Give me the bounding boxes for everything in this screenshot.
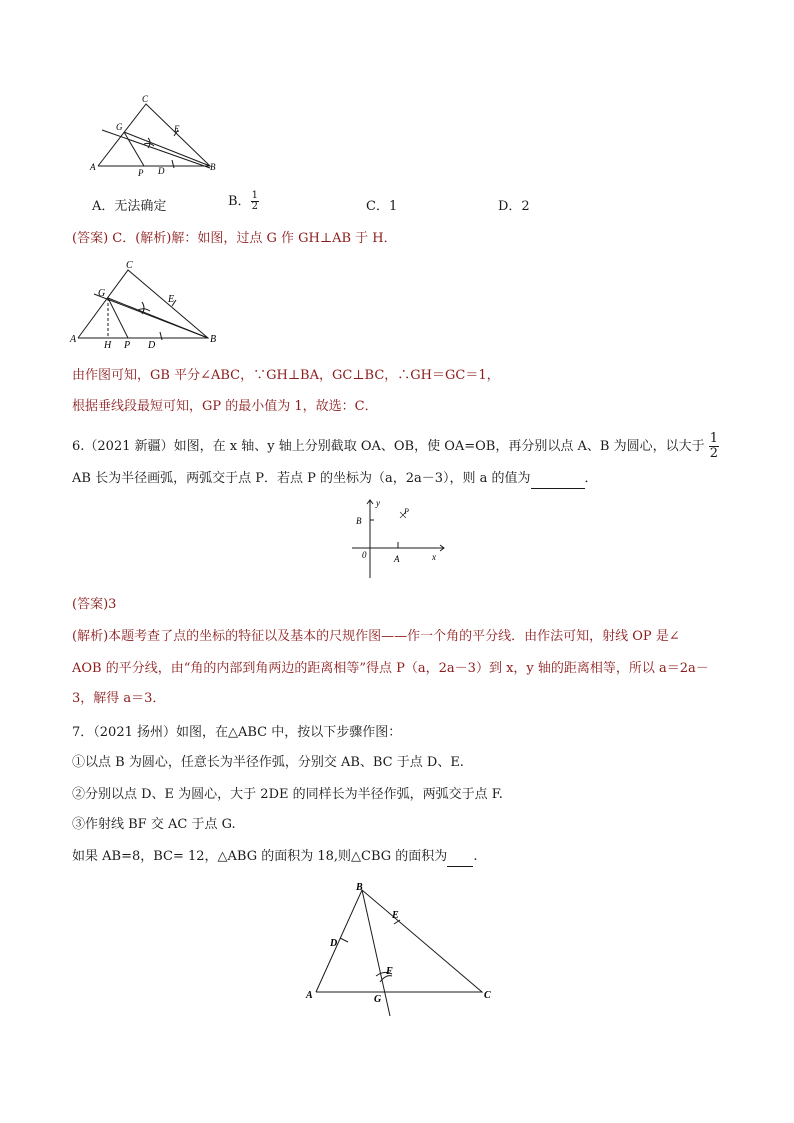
label-e: E [168,294,175,305]
option-c: C．1 [366,199,398,214]
segment-gb [124,132,210,166]
label-x: x [432,552,436,562]
label-y: y [376,498,380,508]
q7-step-2: ②分别以点 D、E 为圆心，大于 2DE 的同样长为半径作弧，两弧交于点 F. [72,787,503,802]
label-e: E [392,910,399,921]
label-c: C [484,990,491,1001]
perpendicular-bisector-line [102,130,210,168]
label-g: G [374,994,382,1005]
figure-triangle-2 [68,258,228,350]
q6-line-1: 6.（2021 新疆）如图，在 x 轴、y 轴上分别截取 OA、OB，使 OA=OB，再分别以点 A、B 为圆心，以大于 $\frac{1}{2}$ [72,431,718,461]
q7-step-3: ③作射线 BF 交 AC 于点 G. [72,817,236,832]
label-e: E [174,124,180,134]
label-a: A [394,554,400,564]
label-a: A [90,162,96,172]
label-p: P [138,168,144,178]
q5-explain-1: 由作图可知，GB 平分∠ABC，∵GH⊥BA，GC⊥BC，∴GH＝GC＝1， [72,368,500,383]
option-d: D．2 [498,199,530,214]
q7-step-1: ①以点 B 为圆心，任意长为半径作弧，分别交 AB、BC 于点 D、E. [72,755,464,770]
figure-triangle-3 [300,880,510,1020]
label-d: D [148,340,156,350]
q7-question: 如果 AB=8，BC= 12，△ABG 的面积为 18,则△CBG 的面积为 . [72,848,477,867]
label-c: C [126,260,133,271]
label-b: B [356,882,363,893]
q6-explain-3: 3，解得 a＝3． [72,691,166,706]
label-a: A [70,334,77,345]
q6-answer: (答案)3 [72,597,117,612]
option-a: A．无法确定 [92,199,167,214]
label-origin: 0 [362,550,367,560]
q6-line-2: AB 长为半径画弧，两弧交于点 P．若点 P 的坐标为（a，2a－3），则 a 的值为 ． [72,470,598,489]
label-c: C [142,94,149,104]
q7-line-1: 7．（2021 扬州）如图，在△ABC 中，按以下步骤作图： [72,725,402,740]
label-b: B [356,516,362,526]
q6-explain-2: AOB 的平分线，由“角的内部到角两边的距离相等”得点 P（a，2a－3）到 x，y 轴的距离相等，所以 a＝2a－ [72,661,709,676]
figure-coordinate [340,494,450,580]
q6-explain-1: (解析)本题考查了点的坐标的特征以及基本的尺规作图——作一个角的平分线．由作法可知，射线 OP 是∠ [72,629,680,644]
segment-gp [124,132,144,166]
label-d: D [330,938,338,949]
label-p: P [404,507,409,516]
label-a: A [306,990,313,1001]
label-h: H [104,340,112,350]
label-g: G [116,122,123,132]
label-d: D [158,166,165,176]
label-g: G [98,288,106,299]
q5-answer: (答案) C．(解析)解：如图，过点 G 作 GH⊥AB 于 H． [72,231,397,246]
figure-triangle-1 [88,92,228,178]
label-b: B [210,334,217,345]
label-p: P [124,340,131,350]
label-b: B [210,162,216,172]
label-f: F [386,966,393,977]
option-b: B． $\frac{1}{2}$ [228,190,258,212]
q5-explain-2: 根据垂线段最短可知，GP 的最小值为 1，故选：C． [72,399,378,414]
